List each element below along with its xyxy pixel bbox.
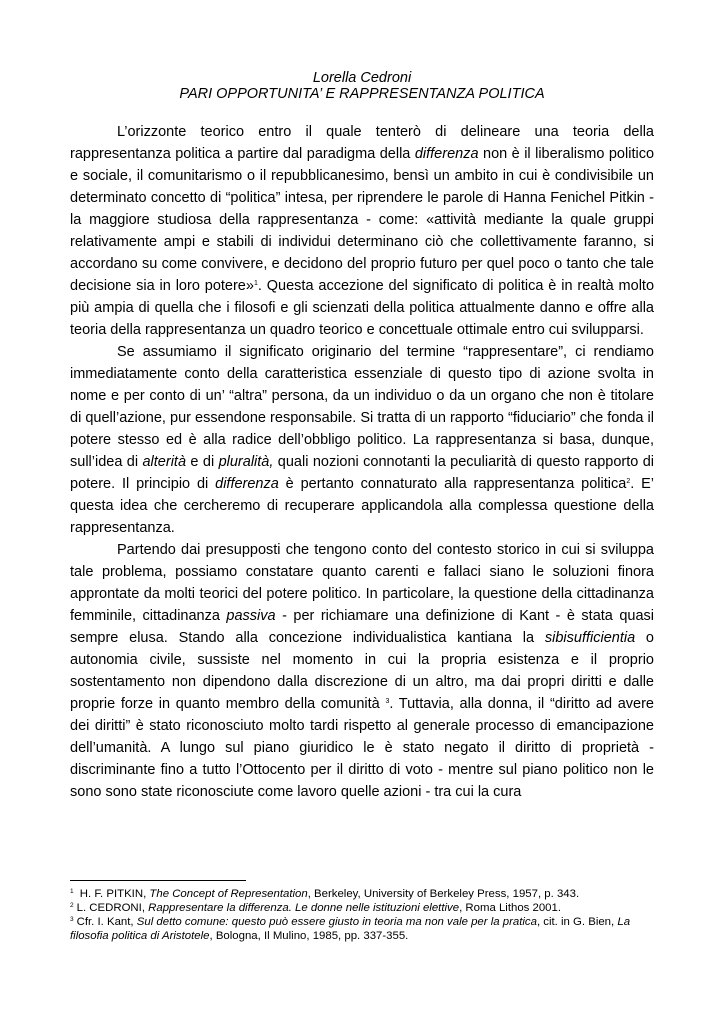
footnote-3-text-a: Cfr. I. Kant, bbox=[76, 916, 137, 928]
page-content bbox=[70, 70, 654, 803]
author-name: Lorella Cedroni bbox=[312, 70, 412, 86]
footnotes bbox=[70, 887, 654, 943]
paragraph-2-text-h: . E’ questa idea che cercheremo di recuperare applicandola alla complessa questione della rappresentanza. bbox=[70, 476, 655, 536]
paragraph-3-text-c: - per richiamare una definizione di Kant - è stata quasi sempre elusa. Stando alla concezione individualistica kantiana la bbox=[70, 608, 654, 646]
footnote-ref-1[interactable]: 1 bbox=[253, 280, 258, 287]
term-pluralita: pluralità, bbox=[218, 454, 274, 470]
document-title: PARI OPPORTUNITA’ E RAPPRESENTANZA POLITICA bbox=[179, 86, 545, 102]
term-sibisufficientia: sibisufficientia bbox=[544, 630, 636, 646]
footnote-1-title: The Concept of Representation bbox=[149, 888, 308, 900]
paragraph-2 bbox=[70, 341, 654, 539]
paragraph-2-text-c: e di bbox=[186, 454, 219, 470]
paragraph-1 bbox=[70, 121, 654, 341]
footnote-3 bbox=[70, 915, 654, 943]
footnote-2 bbox=[70, 901, 654, 915]
footnote-1-text-a: H. F. PITKIN, bbox=[76, 888, 150, 900]
paragraph-2-text-e: quali nozioni connotanti la peculiarità di questo rapporto di potere. Il principio di bbox=[70, 454, 654, 492]
footnote-2-number: 2 bbox=[70, 902, 74, 909]
paragraph-1-text-d: . Questa accezione del significato di politica è in realtà molto più ampia di quella che i filosofi e gli scienzati della politica attualmente danno e offre alla teoria della rappresentanza un quadro teorico e concettuale ottimale entro cui svilupparsi. bbox=[70, 278, 655, 338]
paragraph-1-text-a: L’orizzonte teorico entro il quale tenterò di delineare una teoria della rappresentanza politica a partire dal paradigma della bbox=[70, 124, 654, 162]
paragraph-3-text-f: . Tuttavia, alla donna, il “diritto ad avere dei diritti” è stato riconosciuto molto tardi rispetto al generale processo di emancipazione dell’umanità. A lungo sul piano giuridico le è stato negato il diritto di proprietà - discriminante fino a tutto l’Ottocento per il diritto di voto - mentre sul piano politico non le sono sono state riconosciute come lavoro quelle azioni - tra cui la cura bbox=[70, 696, 654, 800]
footnote-ref-2[interactable]: 2 bbox=[626, 478, 631, 485]
document-header bbox=[70, 70, 654, 102]
paragraph-2-text-g: è pertanto connaturato alla rappresentanza politica bbox=[278, 476, 627, 492]
footnote-2-text-a: L. CEDRONI, bbox=[76, 902, 149, 914]
footnote-ref-3[interactable]: 3 bbox=[385, 698, 390, 705]
footnote-3-text-e: , Bologna, Il Mulino, 1985, pp. 337-355. bbox=[209, 930, 409, 942]
paragraph-1-text-c: non è il liberalismo politico e sociale, il comunitarismo o il repubblicanesimo, bensì un ambito in cui è condivisibile un determinato concetto di “politica” intesa, per riprendere le parole di Hanna Fenichel Pitkin - la maggiore studiosa della rappresentanza - come: «attività mediante la quale gruppi relativamente ampi e stabili di individui determinano ciò che collettivamente faranno, si accordano su come convivere, e decidono del proprio futuro per quel poco o tanto che tale decisione sia in loro potere» bbox=[70, 146, 655, 294]
footnote-1-text-c: , Berkeley, University of Berkeley Press, 1957, p. 343. bbox=[307, 888, 580, 900]
footnote-3-title: Sul detto comune: questo può essere giusto in teoria ma non vale per la pratica bbox=[136, 916, 537, 928]
paragraph-3 bbox=[70, 539, 654, 803]
footnote-2-title: Rappresentare la differenza. Le donne nelle istituzioni elettive bbox=[148, 902, 460, 914]
term-passiva: passiva bbox=[226, 608, 276, 624]
footnote-separator bbox=[70, 880, 246, 881]
footnote-3-number: 3 bbox=[70, 916, 74, 923]
footnote-3-text-c: , cit. in G. Bien, bbox=[536, 916, 618, 928]
footnote-3-title-2: La filosofia politica di Aristotele bbox=[70, 916, 631, 942]
footnote-1 bbox=[70, 887, 654, 901]
body-text bbox=[70, 121, 654, 803]
paragraph-3-text-a: Partendo dai presupposti che tengono conto del contesto storico in cui si sviluppa tale problema, possiamo constatare quanto carenti e fallaci siano le soluzioni finora approntate da molti teorici del potere politico. In particolare, la questione della cittadinanza femminile, cittadinanza bbox=[70, 542, 654, 624]
footnote-1-number: 1 bbox=[70, 888, 74, 895]
term-alterita: alterità bbox=[142, 454, 187, 470]
term-differenza: differenza bbox=[414, 146, 479, 162]
term-differenza-2: differenza bbox=[215, 476, 279, 492]
footnote-2-text-c: , Roma Lithos 2001. bbox=[459, 902, 562, 914]
paragraph-2-text-a: Se assumiamo il significato originario del termine “rappresentare”, ci rendiamo immediatamente conto della caratteristica essenziale di questo tipo di azione svolta in nome e per conto di un’ “altra” persona, da un individuo o da un organo che non è titolare di quell’azione, pur essendone responsabile. Si tratta di un rapporto “fiduciario” che fonda il potere stesso ed è alla radice dell’obbligo politico. La rappresentanza si basa, dunque, sull’idea di bbox=[70, 344, 654, 470]
paragraph-3-text-e: o autonomia civile, sussiste nel momento in cui la propria esistenza e il proprio sostentamento non dipendono dalla discrezione di un altro, ma dai propri diritti e dalle proprie forze in quanto membro della comunità bbox=[70, 630, 654, 712]
